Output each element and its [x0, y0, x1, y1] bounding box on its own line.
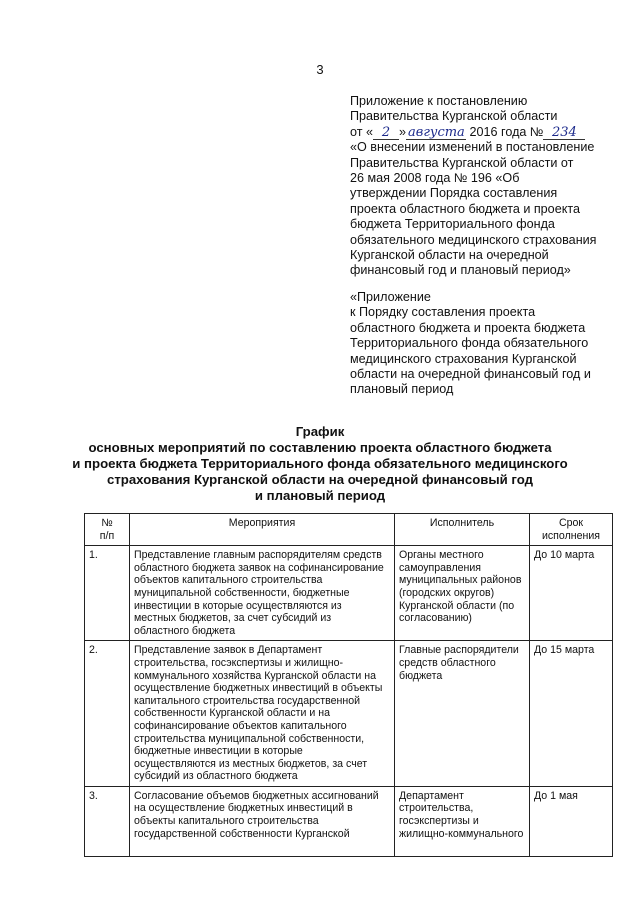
event-line: областного бюджета	[134, 624, 236, 637]
event-line: капитального строительства государственной	[134, 694, 361, 707]
executor-line: средств областного	[399, 656, 496, 669]
row-event	[130, 641, 395, 787]
appendix-line: 26 мая 2008 года № 196 «Об	[350, 171, 520, 186]
event-line: бюджетные инвестиции в которые	[134, 745, 303, 758]
table-header-row	[85, 514, 613, 546]
sub-appendix-line: Территориального фонда обязательного	[350, 336, 589, 351]
executor-line: Органы местного	[399, 549, 484, 562]
event-line: государственной собственности Курганской	[134, 827, 350, 840]
header-executor: Исполнитель	[395, 514, 530, 546]
executor-line: самоуправления	[399, 561, 482, 574]
handwritten-month: августа	[408, 124, 465, 140]
event-line: коммунального хозяйства Курганской области на	[134, 669, 376, 682]
row-term: До 15 марта	[530, 641, 613, 787]
header-term-line: Срок	[558, 517, 584, 529]
row-event	[130, 546, 395, 641]
event-line: собственности Курганской области и на	[134, 707, 330, 720]
executor-line: Департамент	[399, 789, 464, 802]
event-line: на осуществление бюджетных инвестиций в	[134, 802, 353, 815]
appendix-line: проекта областного бюджета и проекта	[350, 201, 580, 216]
event-line: Представление главным распорядителям средств	[134, 549, 382, 562]
schedule-table	[84, 513, 613, 857]
executor-line: строительства,	[399, 802, 474, 815]
title-line: График	[295, 424, 345, 439]
event-line: Согласование объемов бюджетных ассигнований	[134, 789, 379, 802]
title-line: и проекта бюджета Территориального фонда обязательного медицинского	[72, 456, 568, 471]
sub-appendix-header	[350, 290, 622, 398]
appendix-date-line	[350, 125, 622, 140]
sub-appendix-line: области на очередной финансовый год и	[350, 367, 591, 382]
event-line: муниципальной собственности, бюджетные	[134, 586, 350, 599]
date-prefix: от «	[350, 124, 373, 139]
appendix-line: обязательного медицинского страхования	[350, 232, 597, 247]
appendix-line: Приложение к постановлению	[350, 94, 528, 108]
event-line: строительства муниципальной собственности,	[134, 732, 365, 745]
appendix-line: Правительства Курганской области	[350, 109, 558, 124]
row-term: До 1 мая	[530, 786, 613, 856]
event-line: строительства, госэкспертизы и жилищно-	[134, 656, 344, 669]
appendix-line: Курганской области на очередной	[350, 248, 549, 263]
table-row	[85, 786, 613, 856]
header-num-line: №	[101, 517, 113, 529]
schedule-title	[40, 424, 600, 504]
header-term	[530, 514, 613, 546]
executor-line: Главные распорядители	[399, 644, 519, 657]
event-line: областного бюджета заявок на софинансирование	[134, 561, 384, 574]
date-mid: »	[399, 124, 407, 139]
table-row	[85, 641, 613, 787]
header-num	[85, 514, 130, 546]
executor-line: жилищно-коммунального	[399, 827, 524, 840]
event-line: местных бюджетов, за счет субсидий из	[134, 612, 332, 625]
executor-line: (городских округов)	[399, 586, 495, 599]
appendix-line: Правительства Курганской области от	[350, 155, 574, 170]
row-executor	[395, 786, 530, 856]
event-line: осуществляются из местных бюджетов, за счет	[134, 757, 368, 770]
executor-line: бюджета	[399, 669, 443, 682]
row-num: 3.	[85, 786, 130, 856]
sub-appendix-line: областного бюджета и проекта бюджета	[350, 320, 586, 335]
sub-appendix-line: к Порядку составления проекта	[350, 305, 536, 320]
event-line: Представление заявок в Департамент	[134, 644, 323, 657]
header-num-line: п/п	[99, 529, 115, 542]
row-term: До 10 марта	[530, 546, 613, 641]
title-line: и плановый период	[254, 488, 386, 503]
sub-appendix-line: медицинского страхования Курганской	[350, 351, 577, 366]
appendix-line: утверждении Порядка составления	[350, 186, 558, 201]
title-line: страхования Курганской области на очередной финансовый год	[107, 472, 533, 487]
row-event	[130, 786, 395, 856]
row-executor	[395, 641, 530, 787]
event-line: осуществление бюджетных инвестиций в объекты	[134, 682, 383, 695]
executor-line: госэкспертизы и	[399, 815, 479, 828]
handwritten-day: 2	[373, 126, 399, 140]
header-term-line: исполнения	[541, 529, 601, 542]
header-event: Мероприятия	[130, 514, 395, 546]
event-line: объекты капитального строительства	[134, 815, 319, 828]
appendix-line: бюджета Территориального фонда	[350, 217, 555, 232]
event-line: инвестиции в которые осуществляются из	[134, 599, 342, 612]
row-num: 2.	[85, 641, 130, 787]
executor-line: муниципальных районов	[399, 574, 522, 587]
event-line: софинансирование объектов капитального	[134, 719, 347, 732]
table-row	[85, 546, 613, 641]
date-year: 2016 года №	[469, 124, 544, 139]
row-executor	[395, 546, 530, 641]
title-line: основных мероприятий по составлению проекта областного бюджета	[88, 440, 552, 455]
appendix-line: финансовый год и плановый период»	[350, 263, 571, 278]
executor-line: Курганской области (по	[399, 599, 515, 612]
row-num: 1.	[85, 546, 130, 641]
sub-appendix-line: «Приложение	[350, 290, 431, 304]
executor-line: согласованию)	[399, 612, 472, 625]
page-number: 3	[316, 62, 324, 77]
event-line: объектов капитального строительства	[134, 574, 323, 587]
appendix-header	[350, 94, 622, 279]
sub-appendix-line: плановый период	[350, 382, 454, 397]
handwritten-number: 234	[543, 126, 585, 140]
event-line: субсидий из областного бюджета	[134, 770, 298, 783]
appendix-line: «О внесении изменений в постановление	[350, 140, 595, 155]
